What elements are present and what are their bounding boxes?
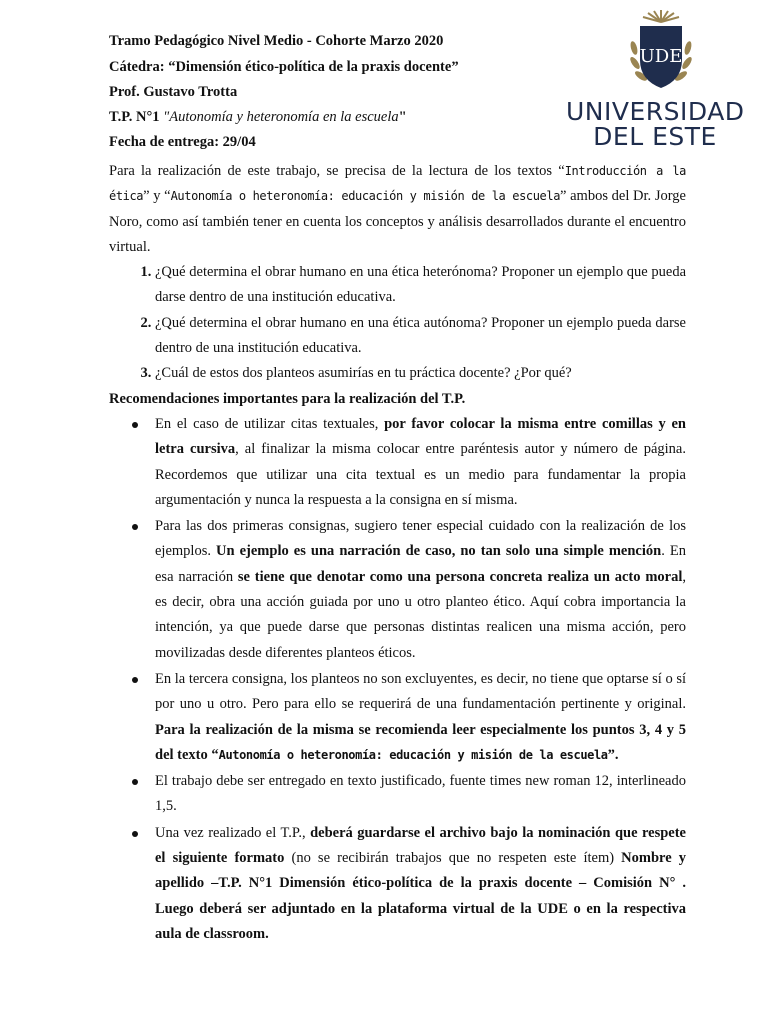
intro-paragraph <box>109 159 686 260</box>
intro-text-3: ” ambos del Dr. Jorge Noro, como así también tener en cuenta los conceptos y análisis desarrollados durante el encuentro virtual. <box>109 188 686 255</box>
bullet-icon <box>132 524 138 530</box>
bullet-icon <box>132 422 138 428</box>
rec3-book-title: Autonomía o heteronomía: educación y misión de la escuela <box>218 747 608 762</box>
bullet-icon <box>132 831 138 837</box>
rec2-text-1: Para las dos primeras consignas, sugiero tener especial cuidado con la realización de los ejemplos. <box>155 518 686 560</box>
professor-name: Prof. Gustavo Trotta <box>109 84 238 100</box>
rec2-bold-2: se tiene que denotar como una persona concreta realiza un acto moral <box>237 568 683 585</box>
recommendation-item <box>155 412 686 513</box>
rec5-bold-2: Nombre y apellido –T.P. N°1 Dimensión ético-política de la praxis docente – Comisión N° . Luego deberá ser adjuntado en la plataforma virtual de la UDE o en la respectiva aula de classroom. <box>155 850 687 942</box>
due-date: Fecha de entrega: 29/04 <box>109 134 256 150</box>
rec2-text-3: , es decir, obra una acción guiada por uno u otro planteo ético. Aquí cobra importancia la intención, ya que puede darse que personas distintas realicen una misma acción, pero movilizadas desde diferentes planteos éticos. <box>155 568 686 661</box>
rec5-text-1: Una vez realizado el T.P., <box>155 824 311 841</box>
rec4-text-1: El trabajo debe ser entregado en texto justificado, fuente times new roman 12, interlineado 1,5. <box>155 773 686 815</box>
rec5-text-2: (no se recibirán trabajos que no respeten este ítem) <box>284 850 622 867</box>
intro-text-1: Para la realización de este trabajo, se precisa de la lectura de los textos “ <box>109 163 565 179</box>
question-item: 2. ¿Qué determina el obrar humano en una ética autónoma? Proponer un ejemplo pueda darse dentro de una institución educativa. <box>155 311 686 362</box>
intro-book-title-2: Autonomía o heteronomía: educación y misión de la escuela <box>170 189 561 204</box>
recommendation-item <box>155 821 686 947</box>
rec1-text-2: , al finalizar la misma colocar entre paréntesis autor y número de página. Recordemos que utilizar una cita textual es un medio para fundamentar la propia argumentación y nunca la respuesta a la consigna en sí misma. <box>155 441 686 508</box>
recommendation-item <box>155 514 686 666</box>
logo-monogram: UDE <box>639 46 683 67</box>
recommendation-item <box>155 667 686 768</box>
assignment-topic: "Autonomía y heteronomía en la escuela <box>163 109 399 125</box>
program-title: Tramo Pedagógico Nivel Medio - Cohorte Marzo 2020 <box>109 33 444 49</box>
questions-list <box>109 260 686 386</box>
course-title: Cátedra: “Dimensión ético-política de la praxis docente” <box>109 59 459 75</box>
logo-word-universidad: UNIVERSIDAD <box>566 97 745 126</box>
question-item: 1. ¿Qué determina el obrar humano en una ética heterónoma? Proponer un ejemplo que pueda darse dentro de una institución educativa. <box>155 260 686 311</box>
recommendation-item <box>155 769 686 820</box>
assignment-title <box>109 109 407 126</box>
question-item: 3. ¿Cuál de estos dos planteos asumirías en tu práctica docente? ¿Por qué? <box>155 361 686 386</box>
rec3-bold-1: Para la realización de la misma se recomienda leer especialmente los puntos 3, 4 y 5 del texto “ <box>155 721 686 763</box>
rec2-text-2: . En esa narración <box>155 543 686 585</box>
universidad-del-este-logo <box>566 4 745 151</box>
rec1-text-1: En el caso de utilizar citas textuales, <box>155 415 385 432</box>
document-body <box>109 159 686 948</box>
assignment-suffix: " <box>398 109 407 125</box>
recommendations-list <box>109 412 686 947</box>
rec3-text-1: En la tercera consigna, los planteos no son excluyentes, es decir, no tiene que optarse sí o sí por uno u otro. Pero para ello se requerirá de una fundamentación pertinente y original. <box>155 670 686 713</box>
ude-crest-icon <box>626 8 696 94</box>
logo-word-del-este: DEL ESTE <box>593 122 717 151</box>
bullet-icon <box>132 677 138 683</box>
assignment-prefix: T.P. N°1 <box>109 109 164 125</box>
intro-text-2: ” y “ <box>143 188 171 205</box>
rec1-bold-1: por favor colocar la misma entre comillas y en letra cursiva <box>155 415 686 458</box>
rec2-bold-1: Un ejemplo es una narración de caso, no tan solo una simple mención <box>216 543 662 560</box>
rec3-bold-2: ”. <box>607 746 619 763</box>
recommendations-title: Recomendaciones importantes para la realización del T.P. <box>109 390 466 407</box>
bullet-icon <box>132 779 138 785</box>
intro-book-title-1: Introducción a la ética <box>109 164 686 204</box>
rec5-bold-1: deberá guardarse el archivo bajo la nominación que respete el siguiente formato <box>155 824 686 867</box>
